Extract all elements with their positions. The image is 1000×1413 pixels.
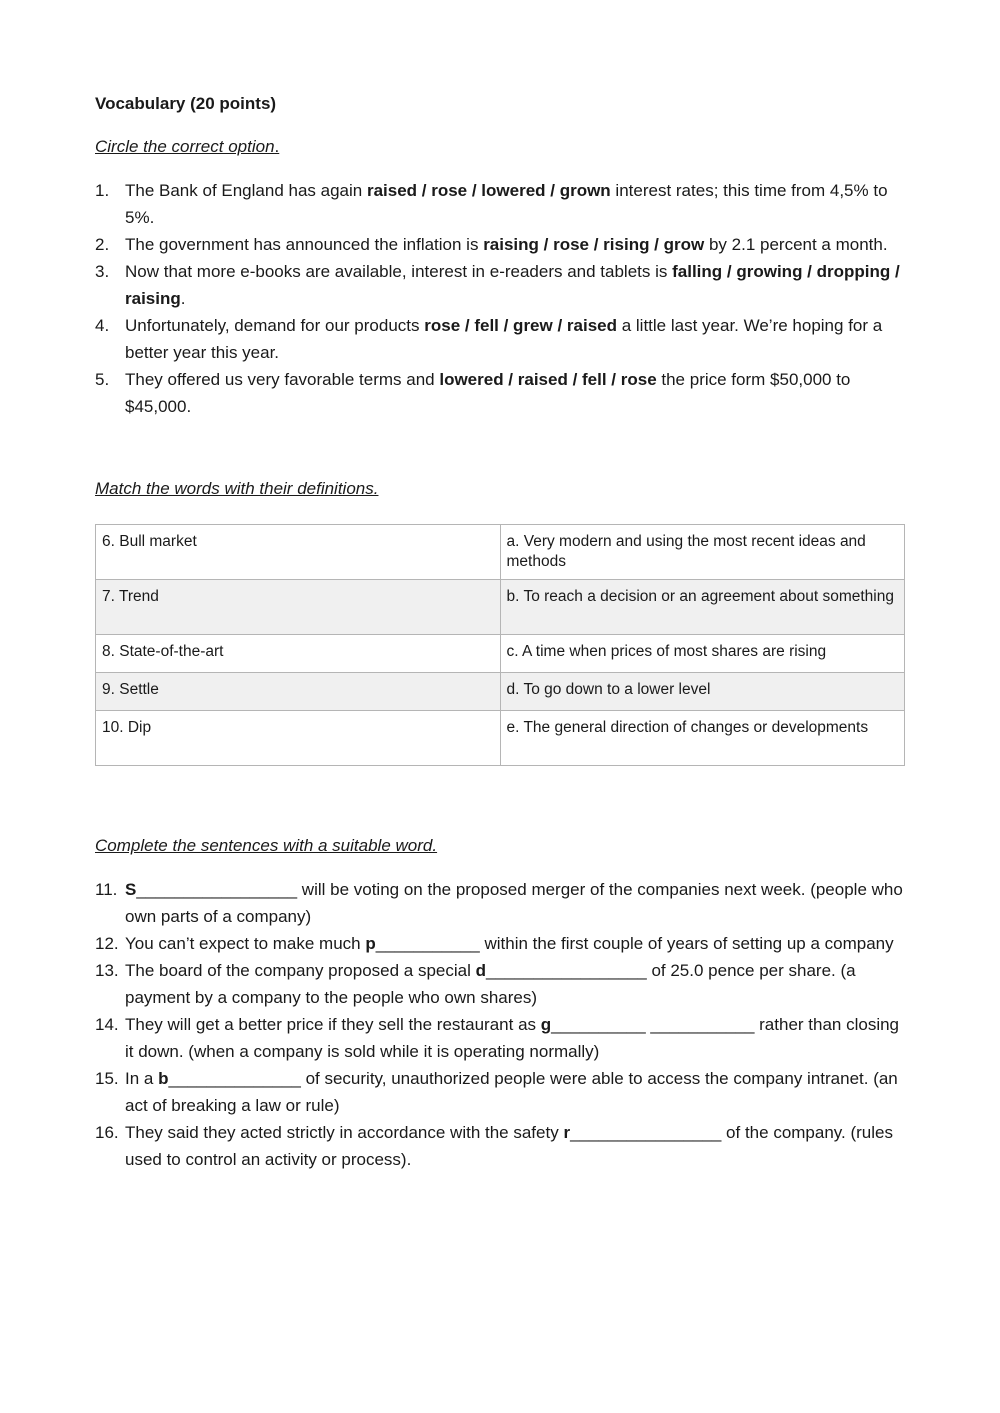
question-number: 12.	[95, 934, 119, 953]
table-row	[96, 525, 905, 580]
first-letter-hint: r	[563, 1123, 571, 1142]
answer-blank-text[interactable]: __________ ___________ rather than closing it down. (when a company is sold while it is operating normally)	[125, 1015, 900, 1061]
question-text: by 2.1 percent a month.	[704, 235, 888, 254]
instruction-text: Circle the correct option	[95, 137, 275, 156]
word-cell[interactable]: 6. Bull market	[96, 525, 501, 580]
question-item	[95, 177, 907, 231]
question-text: They will get a better price if they sell the restaurant as	[125, 1015, 541, 1034]
question-text: The government has announced the inflation is	[125, 235, 484, 254]
question-item	[95, 957, 907, 1011]
table-row	[96, 711, 905, 766]
question-item	[95, 231, 907, 258]
question-number: 1.	[95, 181, 110, 200]
answer-options[interactable]: rose / fell / grew / raised	[424, 316, 617, 335]
question-text: The board of the company proposed a special	[125, 961, 476, 980]
table-row	[96, 580, 905, 635]
question-number: 5.	[95, 370, 110, 389]
word-cell[interactable]: 7. Trend	[96, 580, 501, 635]
question-item	[95, 930, 907, 957]
question-number: 4.	[95, 316, 110, 335]
question-text: .	[180, 289, 186, 308]
instruction-complete: Complete the sentences with a suitable word.	[95, 836, 438, 855]
question-number: 11.	[95, 880, 118, 899]
definition-cell[interactable]: c. A time when prices of most shares are rising	[500, 635, 905, 673]
question-item	[95, 1011, 907, 1065]
first-letter-hint: g	[540, 1015, 552, 1034]
answer-blank-text[interactable]: ________________ of the company. (rules used to control an activity or process).	[125, 1123, 893, 1169]
question-text: You can’t expect to make much	[125, 934, 366, 953]
answer-blank-text[interactable]: _________________ will be voting on the proposed merger of the companies next week. (people who own parts of a company)	[125, 880, 903, 926]
word-cell[interactable]: 9. Settle	[96, 673, 501, 711]
word-cell[interactable]: 8. State-of-the-art	[96, 635, 501, 673]
question-text: In a	[125, 1069, 159, 1088]
answer-options[interactable]: lowered / raised / fell / rose	[439, 370, 657, 389]
answer-blank-text[interactable]: _________________ of 25.0 pence per share. (a payment by a company to the people who own shares)	[125, 961, 856, 1007]
question-text: the price form $50,000 to $45,000.	[125, 370, 851, 416]
question-text: They offered us very favorable terms and	[125, 370, 440, 389]
definition-cell[interactable]: d. To go down to a lower level	[500, 673, 905, 711]
completion-questions-list	[95, 876, 907, 1173]
question-item	[95, 1065, 907, 1119]
first-letter-hint: S	[125, 880, 137, 899]
question-item	[95, 366, 907, 420]
question-item	[95, 876, 907, 930]
question-number: 14.	[95, 1015, 119, 1034]
question-text: a little last year. We’re hoping for a better year this year.	[125, 316, 883, 362]
first-letter-hint: b	[158, 1069, 169, 1088]
table-row	[96, 635, 905, 673]
word-cell[interactable]: 10. Dip	[96, 711, 501, 766]
matching-table	[95, 524, 905, 766]
question-number: 13.	[95, 961, 119, 980]
instruction-match: Match the words with their definitions.	[95, 479, 379, 498]
definition-cell[interactable]: b. To reach a decision or an agreement about something	[500, 580, 905, 635]
first-letter-hint: p	[365, 934, 376, 953]
question-text: Now that more e-books are available, interest in e-readers and tablets is	[125, 262, 673, 281]
first-letter-hint: d	[475, 961, 486, 980]
question-item	[95, 1119, 907, 1173]
answer-blank-text[interactable]: ______________ of security, unauthorized people were able to access the company intranet. (an act of breaking a law or rule)	[125, 1069, 898, 1115]
question-text: The Bank of England has again	[125, 181, 367, 200]
page-title: Vocabulary (20 points)	[95, 94, 277, 113]
question-text: interest rates; this time from 4,5% to 5%.	[125, 181, 888, 227]
answer-options[interactable]: raising / rose / rising / grow	[483, 235, 705, 254]
question-number: 2.	[95, 235, 110, 254]
question-item	[95, 312, 907, 366]
question-item	[95, 258, 907, 312]
instruction-period: .	[274, 137, 280, 156]
definition-cell[interactable]: a. Very modern and using the most recent ideas and methods	[500, 525, 905, 580]
answer-options[interactable]: falling / growing / dropping / raising	[125, 262, 900, 308]
question-number: 16.	[95, 1123, 119, 1142]
table-row	[96, 673, 905, 711]
answer-options[interactable]: raised / rose / lowered / grown	[366, 181, 611, 200]
circle-questions-list	[95, 177, 907, 420]
instruction-circle	[95, 137, 279, 157]
question-text: They said they acted strictly in accordance with the safety	[125, 1123, 564, 1142]
definition-cell[interactable]: e. The general direction of changes or developments	[500, 711, 905, 766]
question-text: Unfortunately, demand for our products	[125, 316, 425, 335]
question-number: 3.	[95, 262, 110, 281]
question-number: 15.	[95, 1069, 119, 1088]
answer-blank-text[interactable]: ___________ within the first couple of years of setting up a company	[375, 934, 894, 953]
